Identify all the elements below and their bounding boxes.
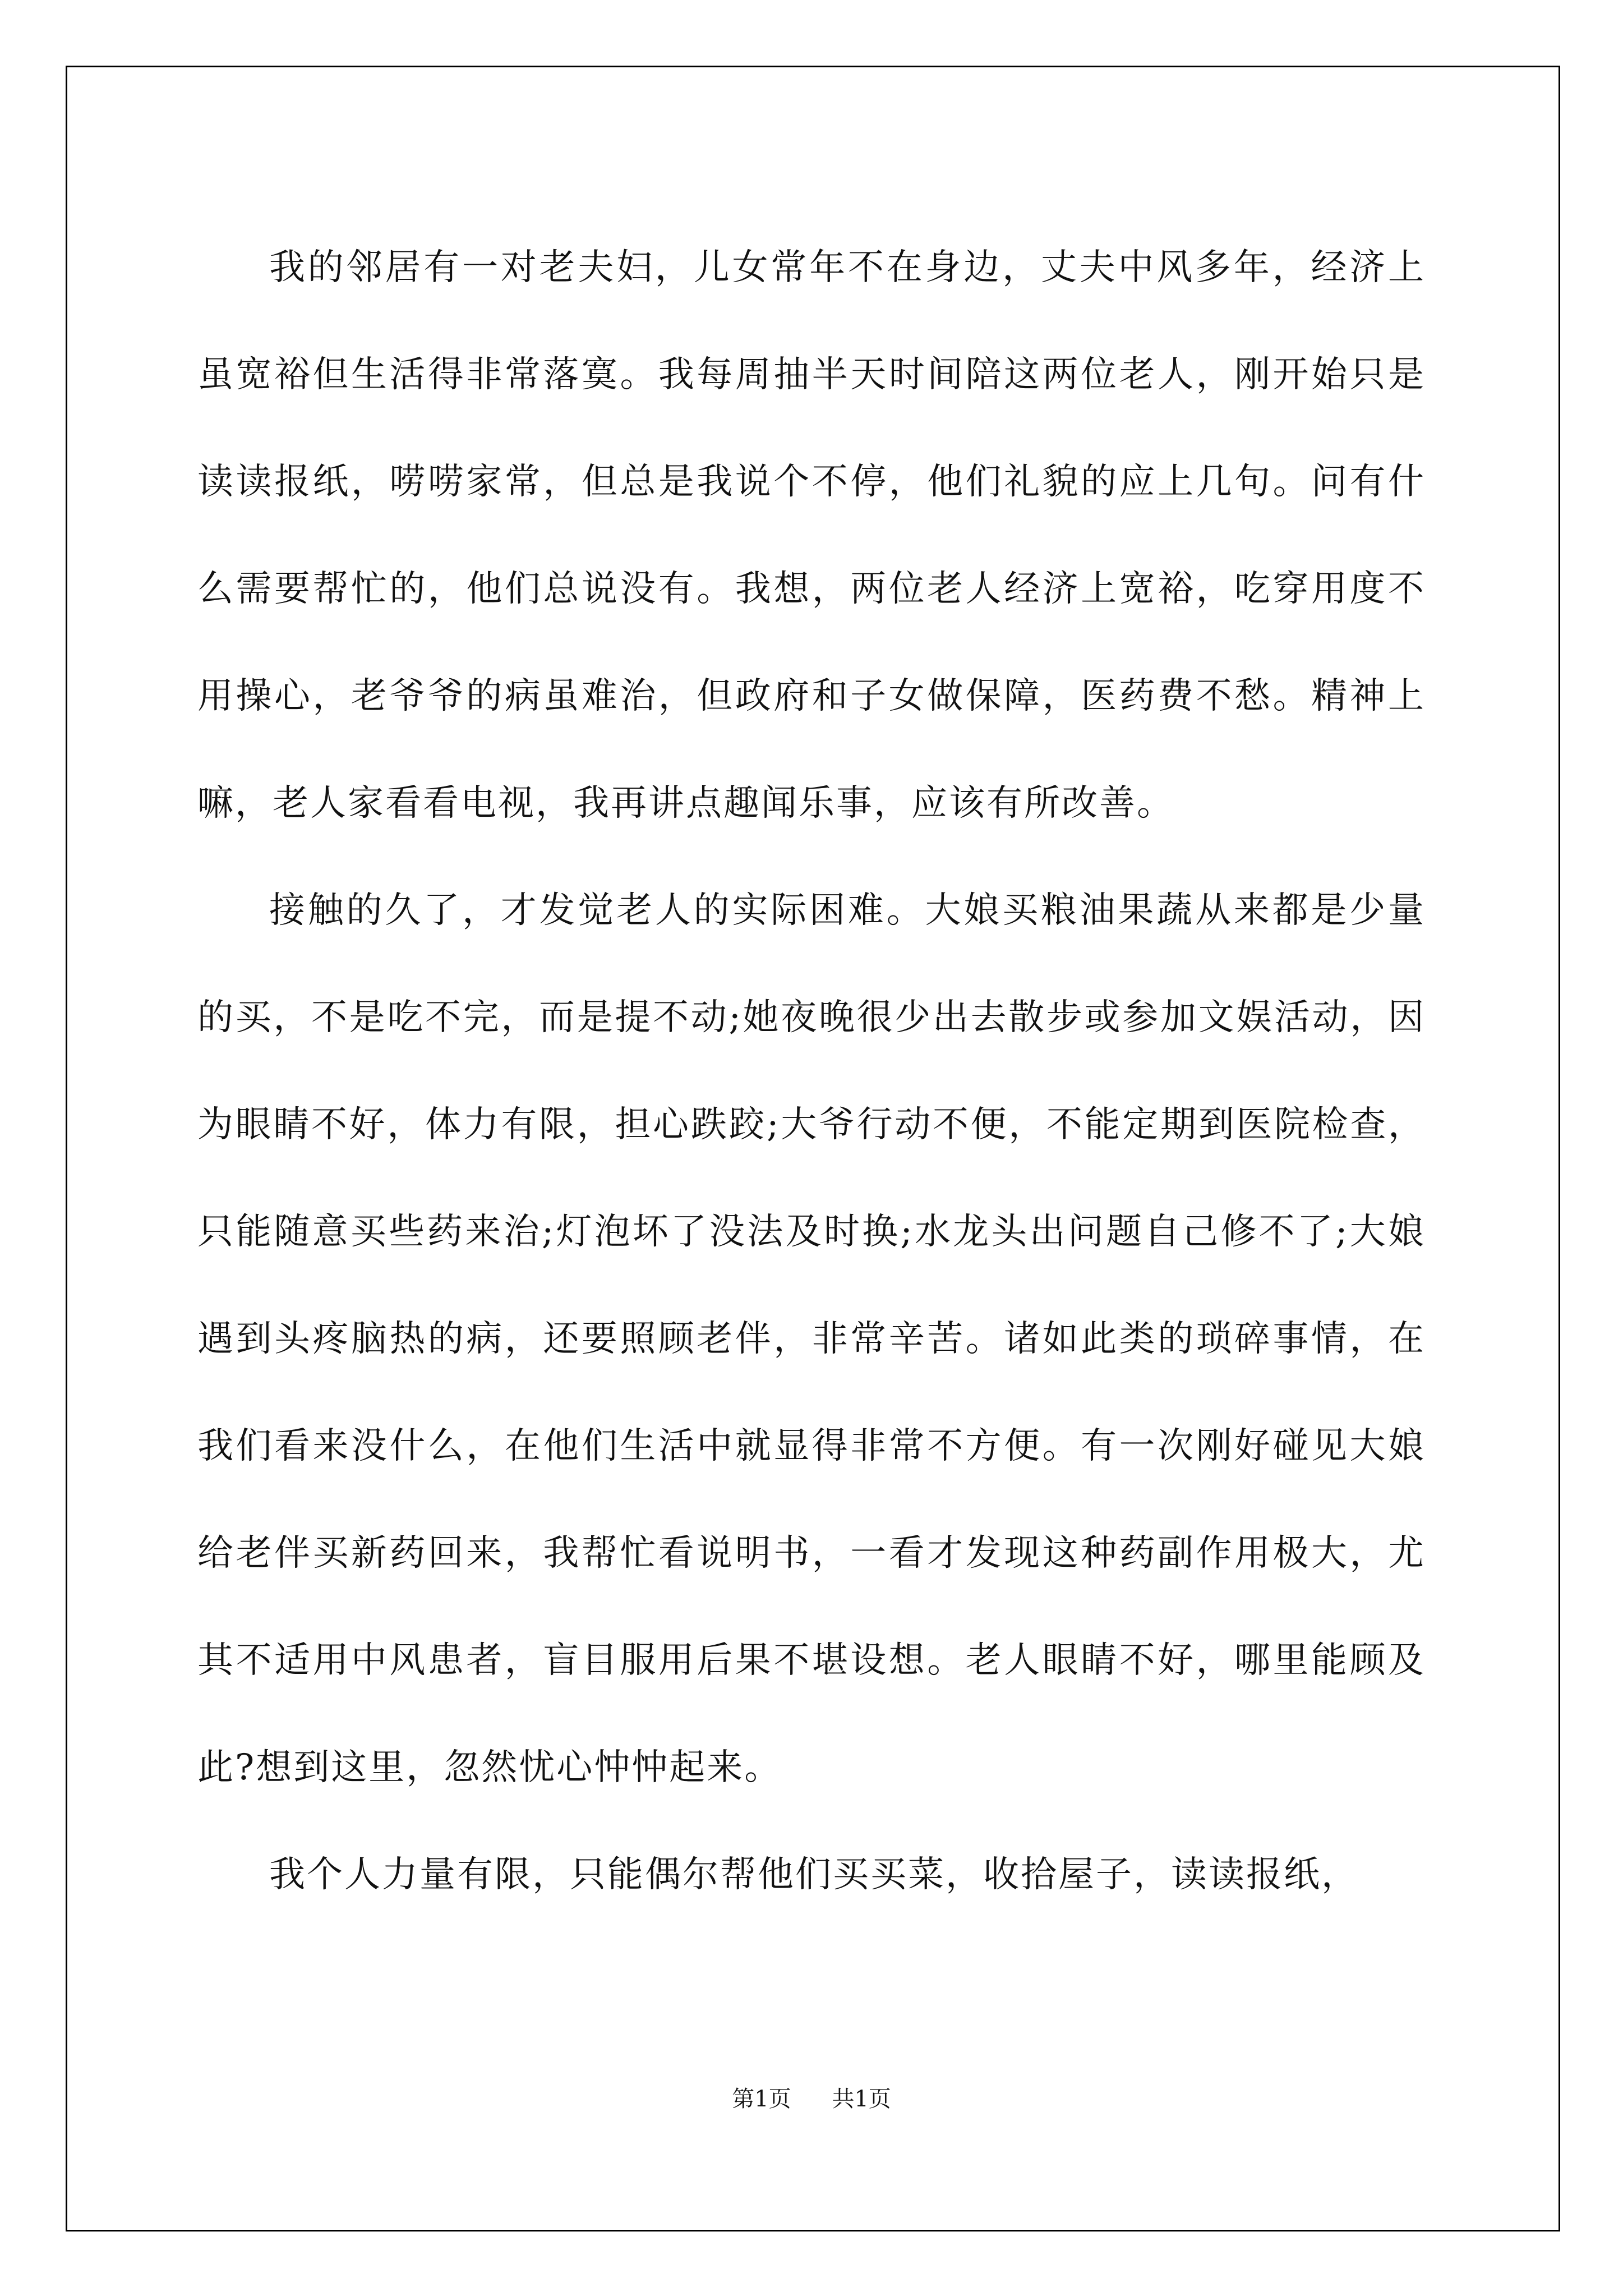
paragraph-1: 我的邻居有一对老夫妇，儿女常年不在身边，丈夫中风多年，经济上虽宽裕但生活得非常落寞。我每周抽半天时间陪这两位老人，刚开始只是读读报纸，唠唠家常，但总是我说个不停，他们礼貌的应上几句。问有什么需要帮忙的，他们总说没有。我想，两位老人经济上宽裕，吃穿用度不用操心，老爷爷的病虽难治，但政府和子女做保障，医药费不愁。精神上嘛，老人家看看电视，我再讲点趣闻乐事，应该有所改善。 bbox=[197, 247, 1426, 824]
page-number-current: 第1页 bbox=[732, 2086, 791, 2112]
paragraph-3: 我个人力量有限，只能偶尔帮他们买买菜，收拾屋子，读读报纸， bbox=[269, 1854, 1359, 1895]
paragraph-2: 接触的久了，才发觉老人的实际困难。大娘买粮油果蔬从来都是少量的买，不是吃不完，而是提不动;她夜晚很少出去散步或参加文娱活动，因为眼睛不好，体力有限，担心跌跤;大爷行动不便，不能定期到医院检查，只能随意买些药来治;灯泡坏了没法及时换;水龙头出问题自己修不了;大娘遇到头疼脑热的病，还要照顾老伴，非常辛苦。诸如此类的琐碎事情，在我们看来没什么，在他们生活中就显得非常不方便。有一次刚好碰见大娘给老伴买新药回来，我帮忙看说明书，一看才发现这种药副作用极大，尤其不适用中风患者，盲目服用后果不堪设想。老人眼睛不好，哪里能顾及此?想到这里，忽然忧心忡忡起来。 bbox=[197, 890, 1426, 1788]
page-footer bbox=[0, 2081, 1623, 2113]
document-body bbox=[197, 214, 1426, 1929]
page-number-total: 共1页 bbox=[832, 2086, 891, 2112]
